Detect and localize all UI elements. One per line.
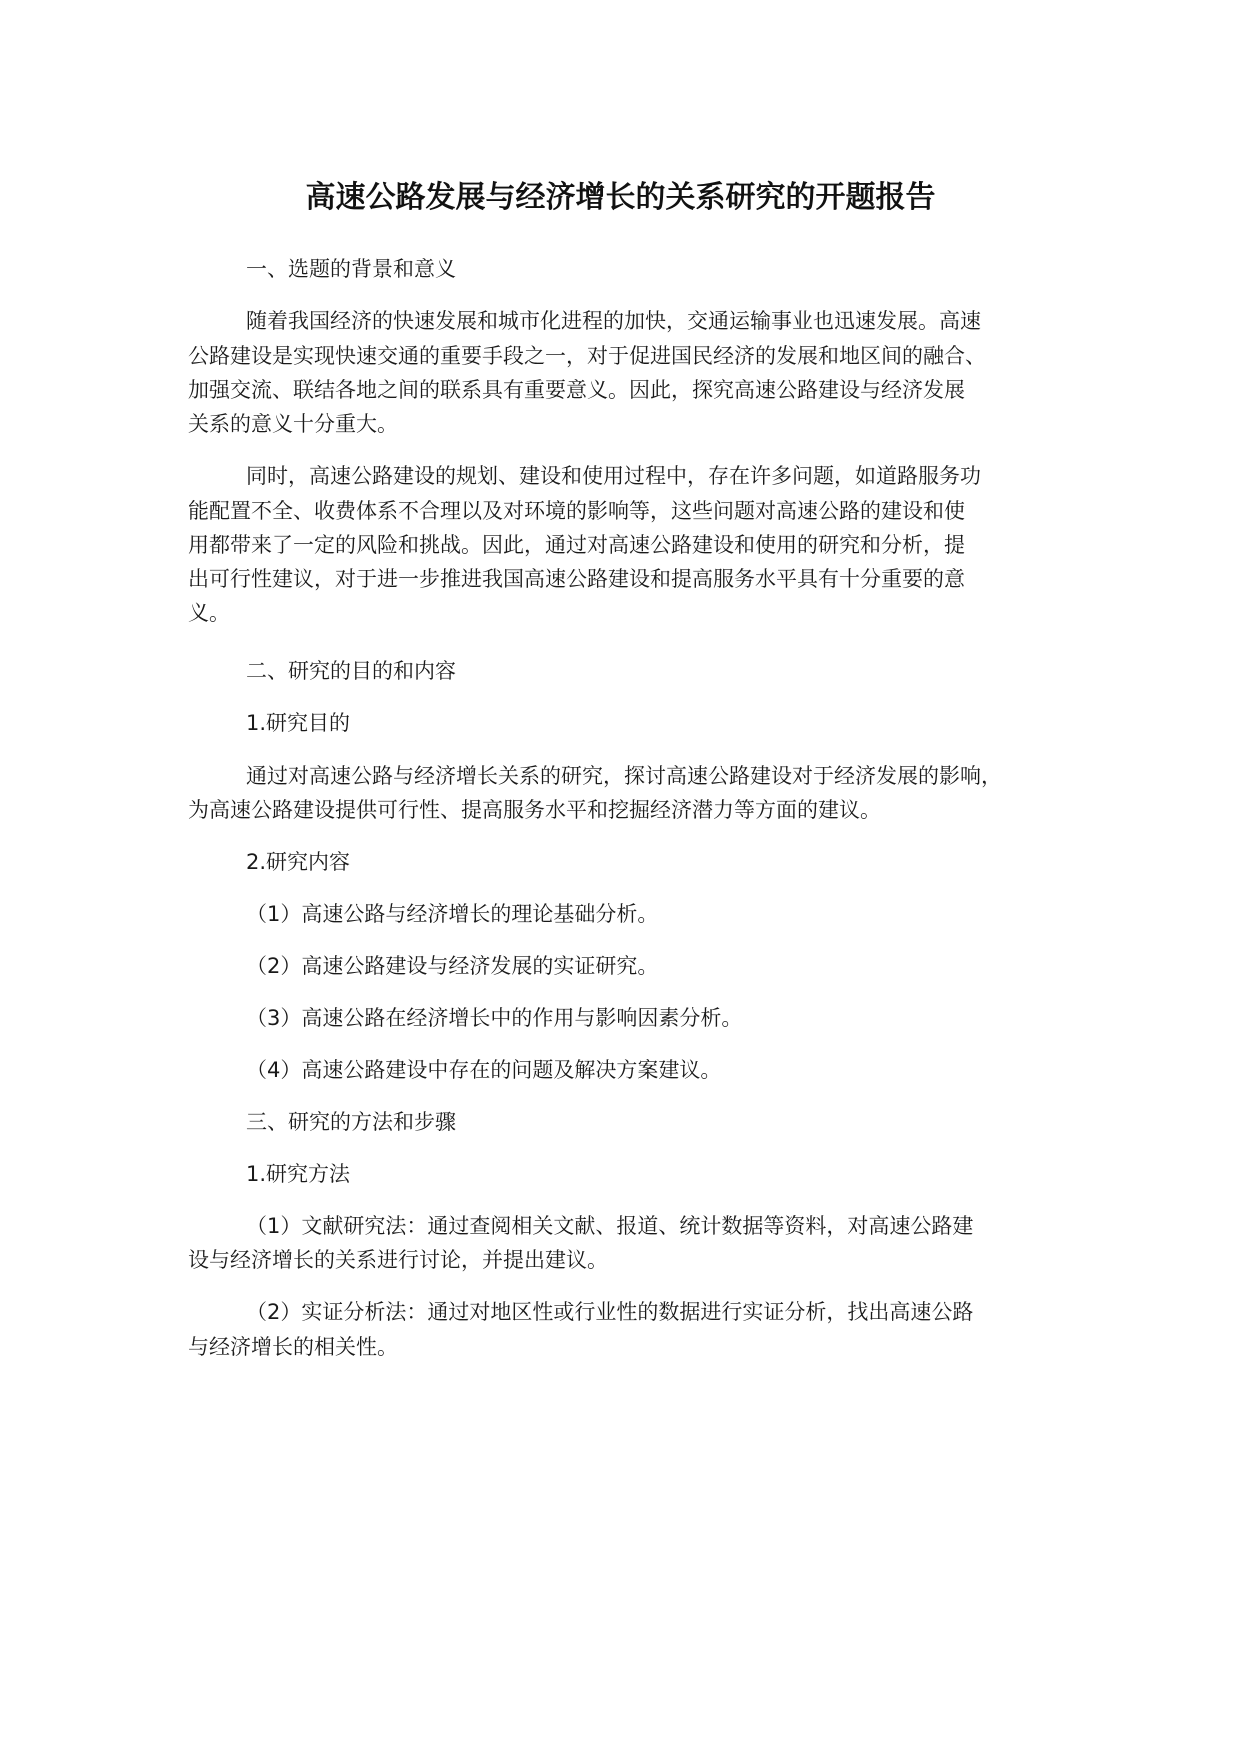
list-item: （4）高速公路建设中存在的问题及解决方案建议。: [246, 1058, 722, 1082]
paragraph-line: （1）文献研究法：通过查阅相关文献、报道、统计数据等资料，对高速公路建: [246, 1214, 974, 1238]
subheading-research-method: 1.研究方法: [246, 1162, 351, 1186]
paragraph-line: （2）实证分析法：通过对地区性或行业性的数据进行实证分析，找出高速公路: [246, 1300, 974, 1324]
section-heading-1: 一、选题的背景和意义: [246, 257, 456, 281]
paragraph-line: 出可行性建议，对于进一步推进我国高速公路建设和提高服务水平具有十分重要的意: [188, 567, 965, 591]
document-title: 高速公路发展与经济增长的关系研究的开题报告: [305, 180, 936, 215]
section-heading-2: 二、研究的目的和内容: [246, 659, 456, 683]
paragraph-line: 与经济增长的相关性。: [188, 1335, 398, 1359]
subheading-research-content: 2.研究内容: [246, 850, 351, 874]
list-item: （2）高速公路建设与经济发展的实证研究。: [246, 954, 659, 978]
list-item: （1）高速公路与经济增长的理论基础分析。: [246, 902, 659, 926]
paragraph-line: 加强交流、联结各地之间的联系具有重要意义。因此，探究高速公路建设与经济发展: [188, 378, 965, 402]
paragraph-line: 同时，高速公路建设的规划、建设和使用过程中，存在许多问题，如道路服务功: [246, 464, 981, 488]
paragraph-line: 义。: [188, 601, 230, 625]
paragraph-line: 能配置不全、收费体系不合理以及对环境的影响等，这些问题对高速公路的建设和使: [188, 499, 965, 523]
paragraph-line: 用都带来了一定的风险和挑战。因此，通过对高速公路建设和使用的研究和分析，提: [188, 533, 965, 557]
subheading-research-purpose: 1.研究目的: [246, 711, 351, 735]
paragraph-line: 随着我国经济的快速发展和城市化进程的加快，交通运输事业也迅速发展。高速: [246, 309, 981, 333]
list-item: （3）高速公路在经济增长中的作用与影响因素分析。: [246, 1006, 743, 1030]
paragraph-line: 为高速公路建设提供可行性、提高服务水平和挖掘经济潜力等方面的建议。: [188, 798, 881, 822]
paragraph-line: 关系的意义十分重大。: [188, 412, 398, 436]
paragraph-line: 公路建设是实现快速交通的重要手段之一，对于促进国民经济的发展和地区间的融合、: [188, 344, 986, 368]
section-heading-3: 三、研究的方法和步骤: [246, 1110, 456, 1134]
paragraph-line: 通过对高速公路与经济增长关系的研究，探讨高速公路建设对于经济发展的影响，: [246, 764, 1002, 788]
paragraph-line: 设与经济增长的关系进行讨论，并提出建议。: [188, 1248, 608, 1272]
